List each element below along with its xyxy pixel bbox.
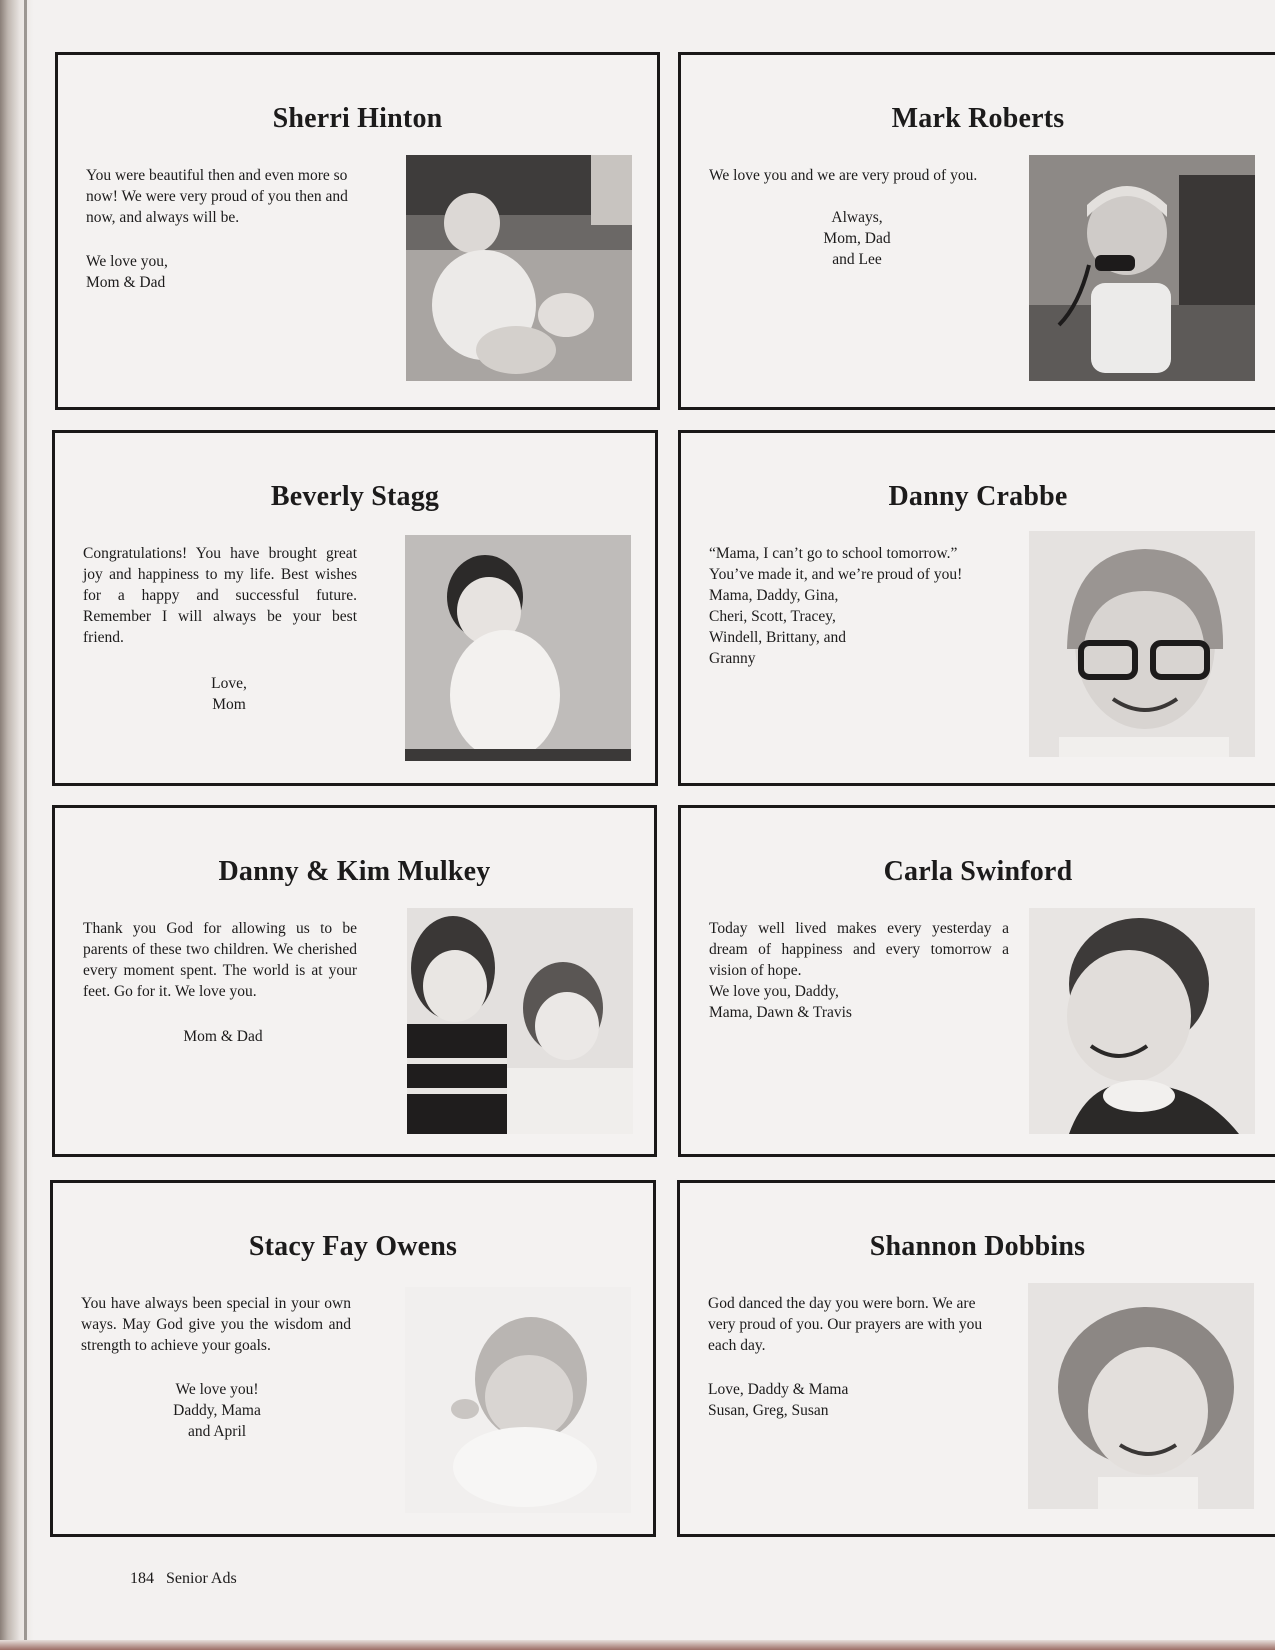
boy-glasses-photo (1029, 531, 1255, 757)
ad-box (678, 430, 1275, 786)
ad-name: Shannon Dobbins (869, 1231, 1086, 1262)
ad-signature: Love, Mom (211, 675, 247, 713)
ad-message: You were beautiful then and even more so now! We were very proud of you then and now, and always will be. (86, 167, 348, 226)
ad-signature: We love you! Daddy, Mama and April (173, 1381, 261, 1440)
ad-signature: We love you, Mom & Dad (86, 253, 168, 291)
toddler-girl-photo (1028, 1283, 1254, 1509)
section-title: Senior Ads (166, 1570, 237, 1587)
ad-name: Sherri Hinton (272, 103, 443, 134)
ad-box (678, 52, 1275, 410)
newborn-sleeping-photo (405, 1287, 631, 1513)
ad-message: Thank you God for allowing us to be parents of these two children. We cherished every moment spent. The world is at your feet. Go for it. We love you. (83, 920, 357, 1000)
page-binding-line (24, 0, 27, 1650)
ad-box (55, 52, 660, 410)
ad-box (678, 805, 1275, 1157)
ad-message: “Mama, I can’t go to school tomorrow.” You’ve made it, and we’re proud of you! Mama, Daddy, Gina, Cheri, Scott, Tracey, Windell, Brittany, and Granny (709, 545, 963, 667)
ad-signature: Always, Mom, Dad and Lee (823, 209, 891, 268)
ad-box (677, 1180, 1275, 1537)
ad-message: Congratulations! You have brought great joy and happiness to my life. Best wishes for a happy and successful future. Remember I will always be your best friend. (83, 545, 357, 646)
ad-signature: Love, Daddy & Mama Susan, Greg, Susan (708, 1381, 849, 1419)
ad-name: Mark Roberts (891, 103, 1065, 134)
page-bottom-edge (0, 1640, 1275, 1650)
ad-name: Danny Crabbe (888, 481, 1068, 512)
baby-portrait-photo (405, 535, 631, 761)
two-children-photo (407, 908, 633, 1134)
ad-name: Danny & Kim Mulkey (218, 856, 491, 887)
toddler-telephone-photo (1029, 155, 1255, 381)
page-number: 184 (130, 1570, 154, 1587)
ad-message: You have always been special in your own ways. May God give you the wisdom and strength to achieve your goals. (81, 1295, 351, 1354)
page-binding-shadow (0, 0, 34, 1650)
ad-message: Today well lived makes every yesterday a dream of happiness and every tomorrow a vision of hope. We love you, Daddy, Mama, Dawn & Travis (709, 920, 1009, 1021)
toddler-portrait-photo (1029, 908, 1255, 1134)
ad-box (52, 430, 658, 786)
ad-message: We love you and we are very proud of you. (709, 167, 978, 184)
ad-name: Stacy Fay Owens (248, 1231, 458, 1262)
ad-signature: Mom & Dad (183, 1028, 263, 1045)
ad-name: Carla Swinford (883, 856, 1073, 887)
ad-name: Beverly Stagg (270, 481, 440, 512)
ad-box (52, 805, 657, 1157)
ad-box (50, 1180, 656, 1537)
baby-sitting-photo (406, 155, 632, 381)
page-footer (130, 1570, 249, 1588)
ad-message: God danced the day you were born. We are very proud of you. Our prayers are with you each day. (708, 1295, 983, 1354)
